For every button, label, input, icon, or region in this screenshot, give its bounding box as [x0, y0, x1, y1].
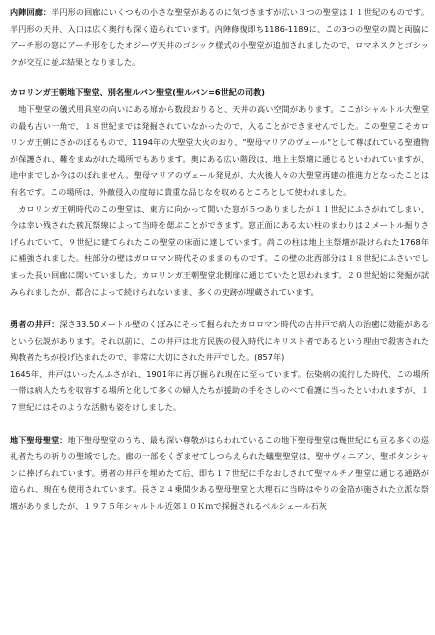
section-text-crypt-1: 地下聖堂の儀式用具室の向いにある扉から数段おりると、天井の高い空間があります。ここがシャルトル大聖堂の最も古い一角で、１８世紀までは発掘されていなかったので、入ることができませんでした。この聖堂こそカロリンガ王朝にさかのぼるもので、1194年の大聖堂大火のおり、"聖母マリアのヴェール"として尊ばれている聖遺物が保護され、難をまぬがれた場所でもあります。奥にある広い階段は、地上主祭壇に通じるといわれていますが、途中までしか今はのぼれません。聖母マリアのヴェール発見が、大火後人々の大聖堂再建の推進力となったことは有名です。この場所は、外敵侵入の度毎に貴重な品じなを収めるところとして使われました。	[10, 103, 429, 197]
section-lead-inner-porch: 内陣回廊：	[10, 7, 52, 17]
spacer	[10, 300, 429, 316]
spacer	[10, 416, 429, 432]
paragraph-crypt-2	[10, 201, 429, 301]
section-lead-well: 勇者の井戸：	[10, 319, 60, 330]
section-lead-underground: 地下聖母聖堂：	[10, 434, 68, 445]
spacer	[10, 70, 429, 84]
paragraph-well-1	[10, 316, 429, 366]
section-heading-crypt: カロリンガ王朝地下聖堂、別名聖ルバン聖堂(聖ルバン=6世紀の司教)	[10, 87, 266, 98]
section-text-well-1: 深さ33.50メートル壁のくぼみにそって掘られたカロロマン時代の古井戸で病人の治癒に効能があるという伝説があります。それ以前に、この井戸は北方民族の侵入時代にキリスト者であるという理由で殺害された殉教者たちが投げ込まれたので、非常に大切にされた井戸でした。(857年)	[10, 319, 429, 363]
paragraph-inner-porch	[10, 4, 429, 70]
paragraph-underground	[10, 432, 429, 515]
paragraph-well-2: 1645年、井戸はいったんふさがれ、1901年に再び掘られ現在に至っています。伝染病の流行した時代、この場所一帯は病人たちを収容する場所と化して多くの婦人たちが援助の手をさしのべて看護に当ったといわれますが、１７世紀にはそのような活動も姿をけしました。	[10, 368, 429, 413]
section-text-inner-porch: 半円形の回廊にいくつもの小さな聖堂があるのに気づきますが広い３つの聖堂は１１世紀のものです。半円形の天井、入口は広く奥行も深く造られています。内陣修復即ち1186-1189に、この3つの聖堂の間と両脇にアーチ形の窓にアーチ形をしたオジーヴ天井のゴシック様式の小聖堂が追加されましたので、ロマネスクとゴシックが交互に並ぶ結果となりました。	[10, 7, 429, 67]
paragraph-crypt-1	[10, 101, 429, 201]
section-text-crypt-2: カロリンガ王朝時代のこの聖堂は、東方に向かって開いた窓が５つありましたが１１世紀にふさがれてしまい、今は幸い残された蔟瓦祭線によって当時を偲ぶことができます。窓正面にある太い柱のまわりは２メートル掘りさげられていて、９世紀に建てられたこの聖堂の床面に達しています。尚この柱は地上主祭壇が設けられた1768年に補強されました。柱部分の壁はガロロマン時代そのままのものです。この壁の北西部分は１８世紀にふさいでしまった長い回廊に開いていました。カロリンガ王朝聖堂北側扉に通じていたと思われます。２０世紀始に発掘が試みられましたが、都合によって続けられないまま、多くの史跡が埋蔵されています。	[10, 203, 429, 297]
section-text-underground: 地下聖母聖堂のうち、最も深い尊敬がはらわれているこの地下聖母聖堂は幾世紀にも亘る多くの巡礼者たちの祈りの聖域でした。廊の一部をくぎませてしつらえられた蟻聖聖堂は、聖サヴィニアン、聖ポタンシャンに捧げられています。勇者の井戸を埋めたて后、即ち１７世紀に手なおしされて聖マルチノ聖堂に通じる通路が造られ、現在も使用されています。長さ２４乗間少ある聖母聖堂と大理石に当時はやりの金箔が施された立派な祭壇がありましたが、１９７５年シャルトル近郊１０Ｋｍで採掘されるベルシェール石灰	[10, 434, 429, 512]
